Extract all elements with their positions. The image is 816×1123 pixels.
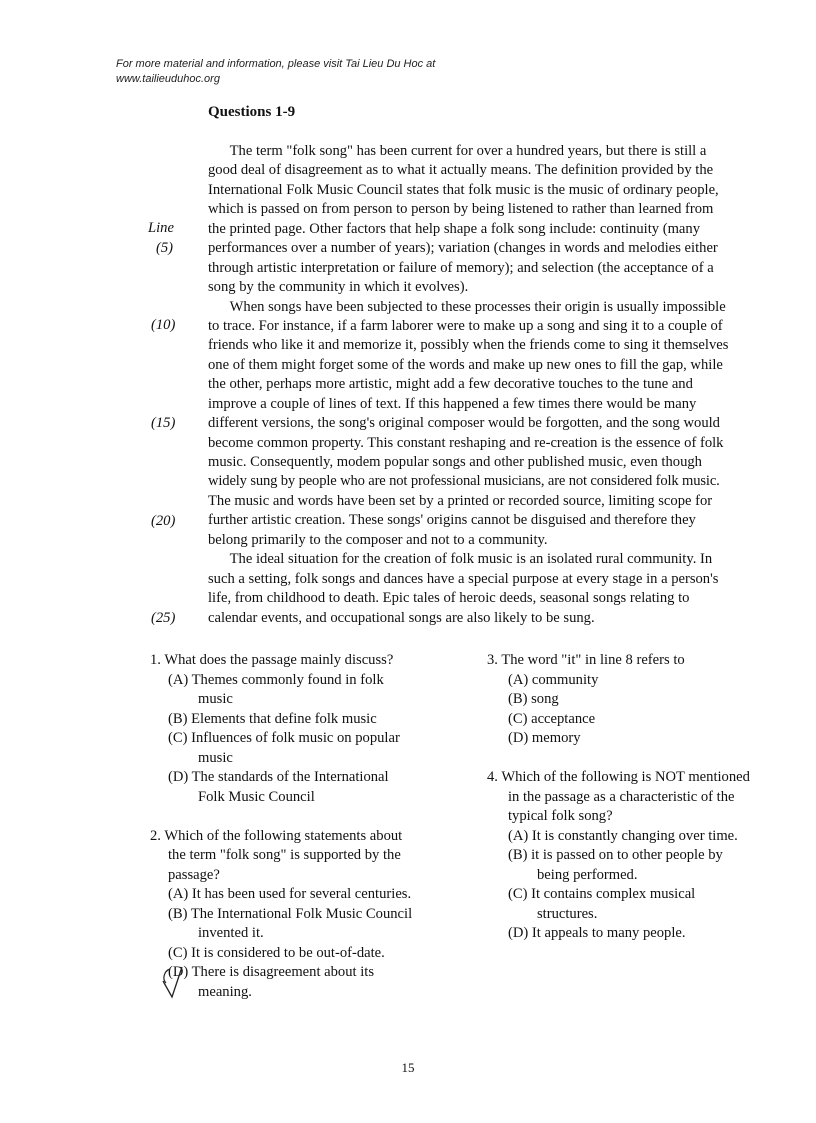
- question-1-option-a[interactable]: (A) Themes commonly found in folk: [168, 671, 384, 688]
- question-4-option-d[interactable]: (D) It appeals to many people.: [508, 925, 686, 941]
- spacer: [487, 749, 807, 769]
- passage-line: life, from childhood to death. Epic tales of heroic deeds, seasonal songs relating to: [208, 590, 690, 607]
- question-3-option-c[interactable]: (C) acceptance: [508, 710, 596, 727]
- question-2-stem: 2. Which of the following statements about: [150, 827, 403, 844]
- passage: [208, 142, 808, 628]
- passage-line: When songs have been subjected to these processes their origin is usually impossible: [208, 298, 726, 315]
- question-3-option-b[interactable]: (B) song: [508, 691, 559, 707]
- question-1-option-d[interactable]: (D) The standards of the International: [168, 769, 389, 785]
- passage-line: The ideal situation for the creation of folk music is an isolated rural community. In: [208, 551, 713, 568]
- passage-line: the other, perhaps more artistic, might add a few decorative touches to the tune and: [208, 376, 693, 393]
- site-header: [116, 57, 435, 87]
- question-2-stem-cont: the term "folk song" is supported by the: [168, 847, 401, 863]
- line-label: Line: [148, 220, 174, 236]
- line-number-5: (5): [156, 240, 174, 256]
- passage-line: the printed page. Other factors that help shape a folk song include: continuity (many: [208, 220, 700, 237]
- question-1-option-c-cont: music: [198, 749, 233, 766]
- questions-right-column: [487, 651, 807, 944]
- passage-line: The music and words have been set by a printed or recorded source, limiting scope for: [208, 492, 713, 509]
- question-1-stem: 1. What does the passage mainly discuss?: [150, 652, 394, 668]
- passage-line: widely sung by people who are not professional musicians, are not considered folk music.: [208, 473, 720, 490]
- question-1-option-d-cont: Folk Music Council: [198, 788, 315, 805]
- question-3-option-a[interactable]: (A) community: [508, 671, 599, 688]
- passage-line: further artistic creation. These songs' origins cannot be disguised and therefore they: [208, 512, 696, 529]
- question-2-option-b-cont: invented it.: [198, 925, 264, 941]
- header-url[interactable]: www.tailieuduhoc.org: [116, 73, 220, 85]
- question-2-option-d[interactable]: (D) There is disagreement about its: [168, 964, 375, 980]
- passage-line: become common property. This constant reshaping and re-creation is the essence of folk: [208, 434, 724, 451]
- header-line-1: For more material and information, please visit Tai Lieu Du Hoc at: [116, 58, 436, 70]
- question-2-option-a[interactable]: (A) It has been used for several centuries.: [168, 886, 412, 902]
- question-2-option-d-cont: meaning.: [198, 983, 252, 1000]
- passage-line: friends who like it and memorize it, possibly when the friends come to sing it themselves: [208, 337, 729, 354]
- section-title: Questions 1-9: [208, 104, 296, 120]
- line-number-15: (15): [151, 415, 176, 431]
- passage-line: International Folk Music Council states that folk music is the music of ordinary people,: [208, 181, 719, 198]
- question-1-option-b[interactable]: (B) Elements that define folk music: [168, 710, 377, 727]
- question-4-stem: 4. Which of the following is NOT mentioned: [487, 769, 750, 785]
- spacer: [150, 807, 470, 827]
- question-4-option-a[interactable]: (A) It is constantly changing over time.: [508, 827, 738, 844]
- question-4-option-c-cont: structures.: [537, 905, 598, 922]
- passage-line: song by the community in which it evolves).: [208, 279, 469, 296]
- question-1-option-c[interactable]: (C) Influences of folk music on popular: [168, 730, 400, 746]
- passage-line: good deal of disagreement as to what it actually means. The definition provided by the: [208, 162, 714, 179]
- question-1-option-a-cont: music: [198, 691, 233, 707]
- passage-line: through artistic interpretation or failure of memory); and selection (the acceptance of a: [208, 259, 714, 276]
- question-4-stem-cont: typical folk song?: [508, 808, 613, 824]
- passage-line: such a setting, folk songs and dances have a special purpose at every stage in a person's: [208, 570, 719, 587]
- passage-line: which is passed on from person to person by being listened to rather than learned from: [208, 201, 714, 218]
- passage-line: belong primarily to the composer and not to a community.: [208, 531, 548, 548]
- passage-line: calendar events, and occupational songs are also likely to be sung.: [208, 609, 595, 626]
- question-4-stem-cont: in the passage as a characteristic of the: [508, 788, 735, 805]
- passage-line: different versions, the song's original composer would be forgotten, and the song would: [208, 415, 720, 432]
- question-4-option-b[interactable]: (B) it is passed on to other people by: [508, 847, 723, 863]
- line-number-20: (20): [151, 513, 176, 529]
- passage-line: performances over a number of years); variation (changes in words and melodies either: [208, 240, 718, 257]
- passage-line: The term "folk song" has been current for over a hundred years, but there is still a: [208, 143, 707, 159]
- line-number-25: (25): [151, 610, 176, 626]
- question-2-option-b[interactable]: (B) The International Folk Music Council: [168, 905, 413, 922]
- question-3-option-d[interactable]: (D) memory: [508, 730, 581, 746]
- passage-line: to trace. For instance, if a farm laborer were to make up a song and sing it to a couple of: [208, 317, 723, 334]
- line-number-10: (10): [151, 317, 176, 333]
- question-3-stem: 3. The word "it" in line 8 refers to: [487, 652, 685, 668]
- question-2-option-c[interactable]: (C) It is considered to be out-of-date.: [168, 944, 385, 961]
- question-4-option-c[interactable]: (C) It contains complex musical: [508, 886, 696, 902]
- passage-line: one of them might forget some of the words and make up new ones to fill the gap, while: [208, 356, 723, 373]
- page-number: 15: [401, 1060, 415, 1075]
- passage-line: improve a couple of lines of text. If this happened a few times there would be many: [208, 395, 697, 412]
- check-mark-icon: [160, 963, 200, 1003]
- passage-line: music. Consequently, modem popular songs and other published music, even though: [208, 454, 702, 470]
- questions-left-column: [150, 651, 470, 1002]
- question-2-stem-cont: passage?: [168, 866, 220, 883]
- question-4-option-b-cont: being performed.: [537, 866, 638, 883]
